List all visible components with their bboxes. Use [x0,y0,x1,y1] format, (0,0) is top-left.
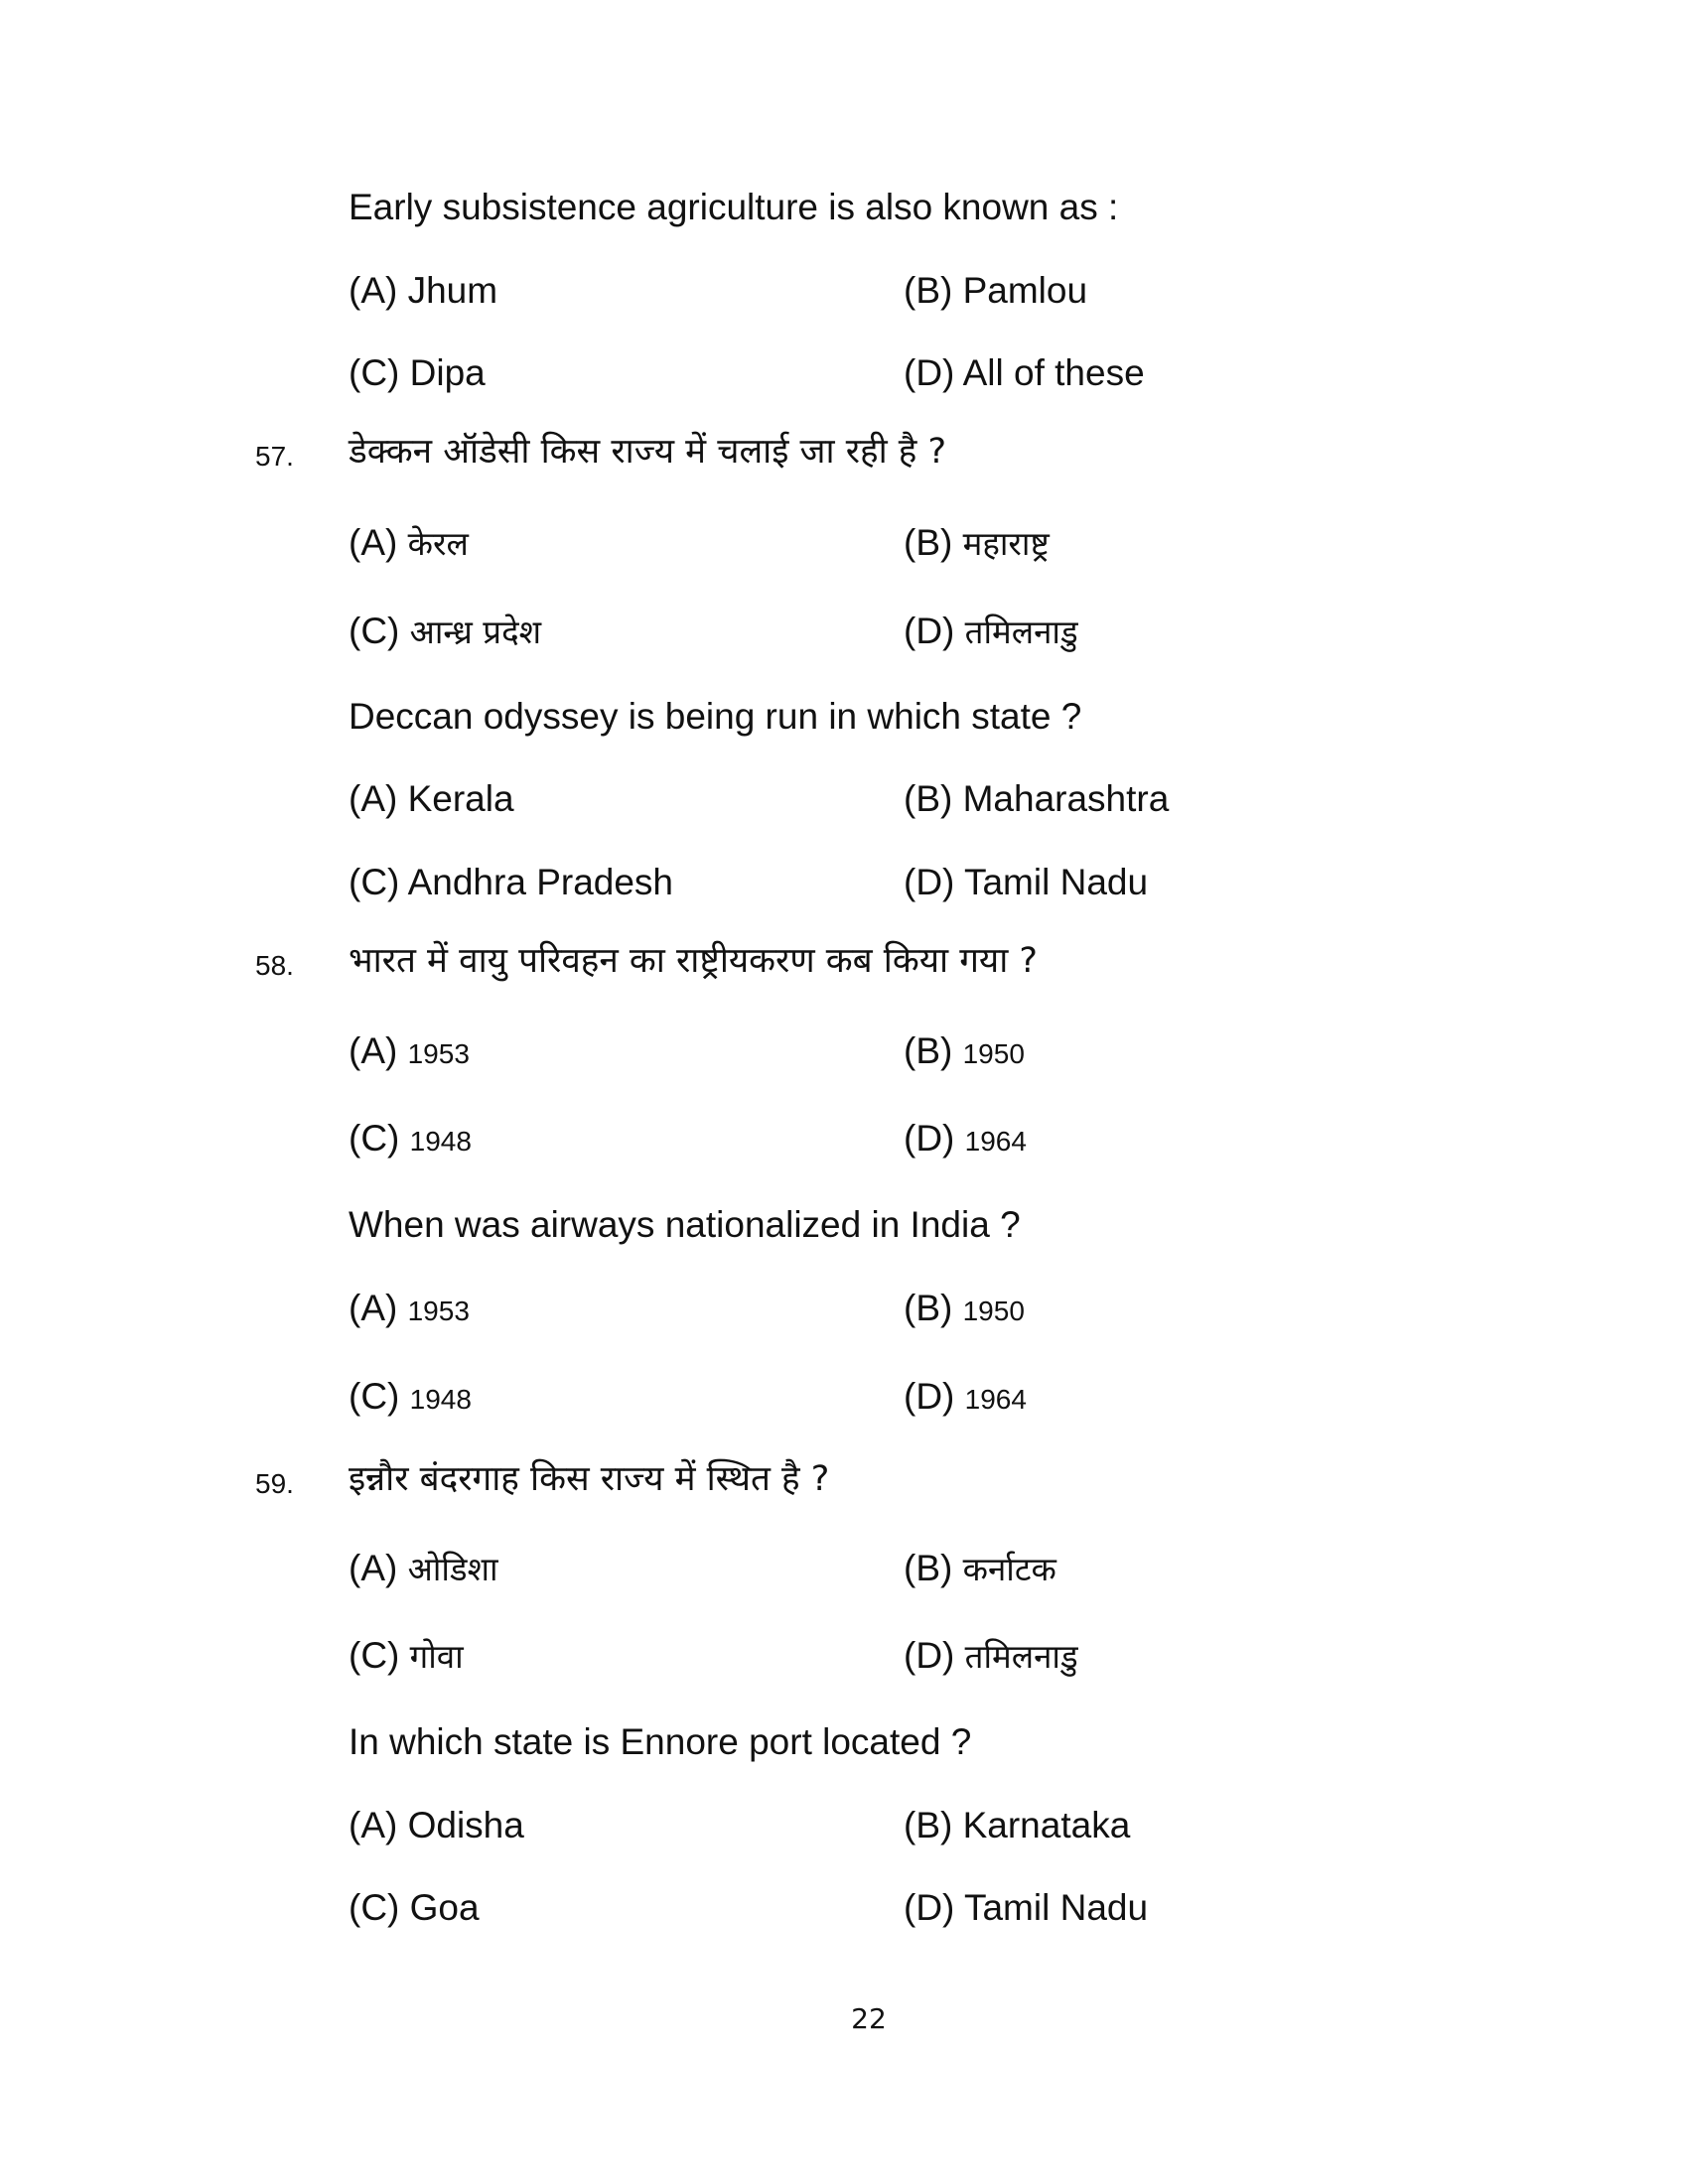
option-text: आन्ध्र प्रदेश [409,613,542,651]
q59-option-b: (B) Karnataka [904,1805,1131,1845]
question-59-text-hi: इन्नौर बंदरगाह किस राज्य में स्थित है ? [349,1459,830,1499]
option-label: (D) [904,611,955,651]
option-label: (A) [349,522,398,563]
q56-option-b: (B) Pamlou [904,270,1088,311]
option-text: महाराष्ट्र [962,524,1050,563]
option-label: (A) [349,1288,398,1328]
option-label: (A) [349,1548,398,1588]
q58-option-b [904,1290,1025,1326]
q59-option-a: (A) Odisha [349,1805,524,1845]
option-text: 1953 [407,1038,470,1069]
option-label: (B) [904,1030,953,1071]
q57-option-c: (C) Andhra Pradesh [349,862,674,902]
question-56-text-en: Early subsistence agriculture is also known as : [349,187,1119,227]
q59-option-c: (C) Goa [349,1887,480,1928]
option-text: 1948 [409,1384,472,1415]
option-label: (D) [904,1376,955,1417]
option-label: (D) [904,1635,955,1676]
option-text: 1953 [407,1296,470,1326]
q57-option-b-hi [904,524,1050,561]
q59-option-c-hi [349,1637,464,1674]
q58-option-a-hi [349,1032,470,1069]
option-label: (C) [349,1118,400,1159]
question-number: 58. [255,950,294,981]
option-text: 1950 [962,1038,1025,1069]
q57-option-b: (B) Maharashtra [904,778,1170,819]
q57-option-a-hi [349,524,469,561]
q59-option-d-hi [904,1637,1078,1674]
question-57-text-hi: डेक्कन ऑडेसी किस राज्य में चलाई जा रही है ? [349,432,947,472]
q58-option-d [904,1378,1027,1415]
question-number: 57. [255,441,294,472]
q56-option-c: (C) Dipa [349,352,486,393]
q58-option-b-hi [904,1032,1025,1069]
q58-option-a [349,1290,470,1326]
option-label: (B) [904,1288,953,1328]
q56-option-a: (A) Jhum [349,270,498,311]
option-text: तमिलनाडु [964,613,1078,651]
option-text: तमिलनाडु [964,1637,1078,1676]
question-58-text-en: When was airways nationalized in India ? [349,1204,1021,1245]
q58-option-d-hi [904,1120,1027,1157]
q57-option-d: (D) Tamil Nadu [904,862,1149,902]
q57-option-d-hi [904,613,1078,649]
option-text: 1964 [964,1384,1027,1415]
option-label: (C) [349,1376,400,1417]
q59-option-d: (D) Tamil Nadu [904,1887,1149,1928]
question-number: 59. [255,1468,294,1499]
option-label: (D) [904,1118,955,1159]
option-label: (B) [904,522,953,563]
q59-option-a-hi [349,1550,498,1586]
question-58-text-hi: भारत में वायु परिवहन का राष्ट्रीयकरण कब किया गया ? [349,941,1039,981]
option-label: (C) [349,611,400,651]
option-text: गोवा [409,1637,464,1676]
option-text: 1948 [409,1126,472,1157]
option-text: 1950 [962,1296,1025,1326]
q59-option-b-hi [904,1550,1056,1586]
q56-option-d: (D) All of these [904,352,1145,393]
q57-option-c-hi [349,613,541,649]
q57-option-a: (A) Kerala [349,778,514,819]
option-label: (C) [349,1635,400,1676]
option-text: 1964 [964,1126,1027,1157]
option-text: केरल [407,524,469,563]
q58-option-c [349,1378,472,1415]
question-57-text-en: Deccan odyssey is being run in which state ? [349,696,1082,737]
question-59-text-en: In which state is Ennore port located ? [349,1721,972,1762]
option-text: ओडिशा [407,1550,498,1588]
option-label: (B) [904,1548,953,1588]
q58-option-c-hi [349,1120,472,1157]
option-text: कर्नाटक [962,1550,1056,1588]
page-number: 22 [851,2002,887,2035]
option-label: (A) [349,1030,398,1071]
